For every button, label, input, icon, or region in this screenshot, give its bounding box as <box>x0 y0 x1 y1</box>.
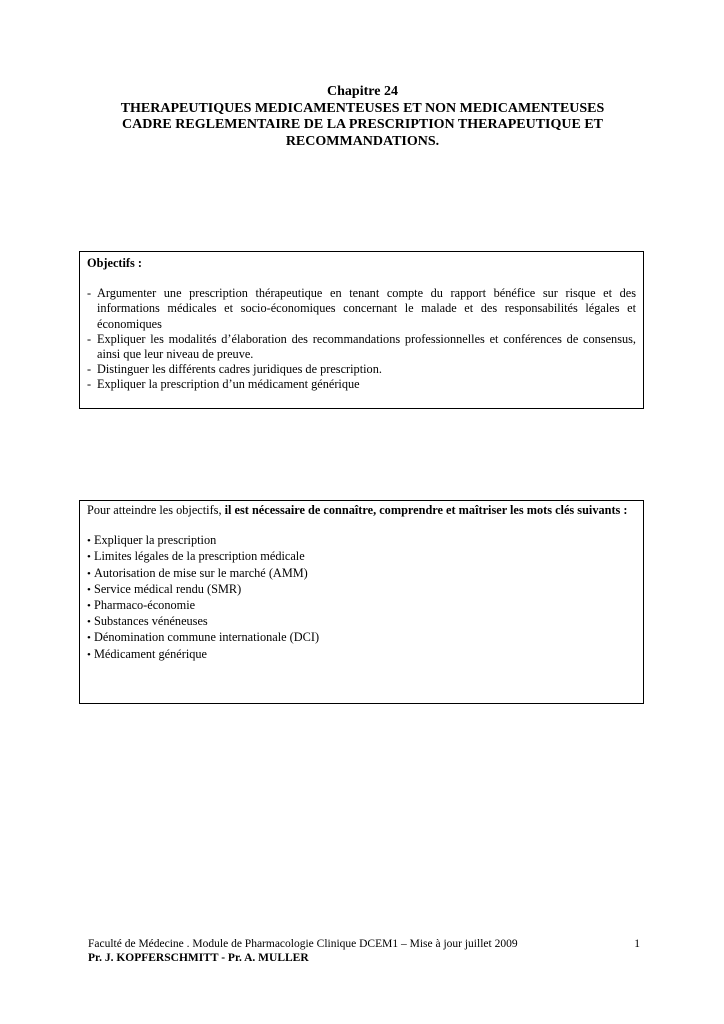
chapter-title-line-1: THERAPEUTIQUES MEDICAMENTEUSES ET NON MEDICAMENTEUSES <box>120 100 605 116</box>
bullet-icon: • <box>87 648 91 661</box>
keywords-box <box>79 500 644 704</box>
objective-text: Distinguer les différents cadres juridiques de prescription. <box>97 362 382 377</box>
keyword-item <box>87 598 636 614</box>
keyword-text: Dénomination commune internationale (DCI) <box>94 630 320 645</box>
footer-row <box>88 937 640 951</box>
dash-marker: - <box>87 377 92 392</box>
bullet-icon: • <box>87 632 91 645</box>
footer-course-info: Faculté de Médecine . Module de Pharmacologie Clinique DCEM1 – Mise à jour juillet 2009 <box>88 938 518 950</box>
keywords-list <box>87 533 636 663</box>
bullet-icon: • <box>87 600 91 613</box>
chapter-title-block <box>90 84 635 150</box>
keyword-item <box>87 533 636 549</box>
objectives-heading: Objectifs : <box>87 256 142 270</box>
page-footer <box>88 937 640 965</box>
keyword-item <box>87 614 636 630</box>
keyword-item <box>87 582 636 598</box>
bullet-icon: • <box>87 551 91 564</box>
objective-item <box>87 332 636 362</box>
objective-text: Argumenter une prescription thérapeutique en tenant compte du rapport bénéfice sur risque et des informations médicales et socio-économiques concernant le malade et des responsabilités légales et économiques <box>97 286 636 331</box>
objective-item <box>87 362 636 377</box>
keyword-item <box>87 549 636 565</box>
keyword-item <box>87 566 636 582</box>
bullet-icon: • <box>87 583 91 596</box>
page-number: 1 <box>634 938 640 950</box>
bullet-icon: • <box>87 567 91 580</box>
keyword-text: Expliquer la prescription <box>94 533 217 548</box>
keyword-text: Médicament générique <box>94 646 208 661</box>
bullet-icon: • <box>87 616 91 629</box>
chapter-title-line-3: RECOMMANDATIONS. <box>285 133 440 149</box>
chapter-number: Chapitre 24 <box>327 84 398 99</box>
bullet-icon: • <box>87 535 91 548</box>
keyword-text: Substances vénéneuses <box>94 614 208 629</box>
objectives-box <box>79 251 644 409</box>
objective-text: Expliquer les modalités d’élaboration des recommandations professionnelles et conférences de consensus, ainsi que leur niveau de preuve. <box>97 331 636 362</box>
objective-item <box>87 286 636 332</box>
dash-marker: - <box>87 286 92 301</box>
objectives-list <box>87 286 636 392</box>
dash-marker: - <box>87 362 92 377</box>
keyword-item <box>87 630 636 646</box>
keyword-text: Autorisation de mise sur le marché (AMM) <box>94 565 308 580</box>
keyword-text: Pharmaco-économie <box>94 598 196 613</box>
keywords-intro-bold: il est nécessaire de connaître, comprendre et maîtriser les mots clés suivants : <box>224 503 628 517</box>
keywords-intro-normal: Pour atteindre les objectifs, <box>87 503 225 517</box>
chapter-title-line-2: CADRE REGLEMENTAIRE DE LA PRESCRIPTION THERAPEUTIQUE ET <box>121 117 603 132</box>
footer-authors: Pr. J. KOPFERSCHMITT - Pr. A. MULLER <box>88 952 309 964</box>
objective-item <box>87 377 636 392</box>
keyword-text: Service médical rendu (SMR) <box>94 581 242 596</box>
dash-marker: - <box>87 331 92 346</box>
keyword-text: Limites légales de la prescription médicale <box>94 549 305 564</box>
keywords-intro <box>87 503 636 518</box>
objective-text: Expliquer la prescription d’un médicament générique <box>97 377 360 392</box>
keyword-item <box>87 647 636 663</box>
